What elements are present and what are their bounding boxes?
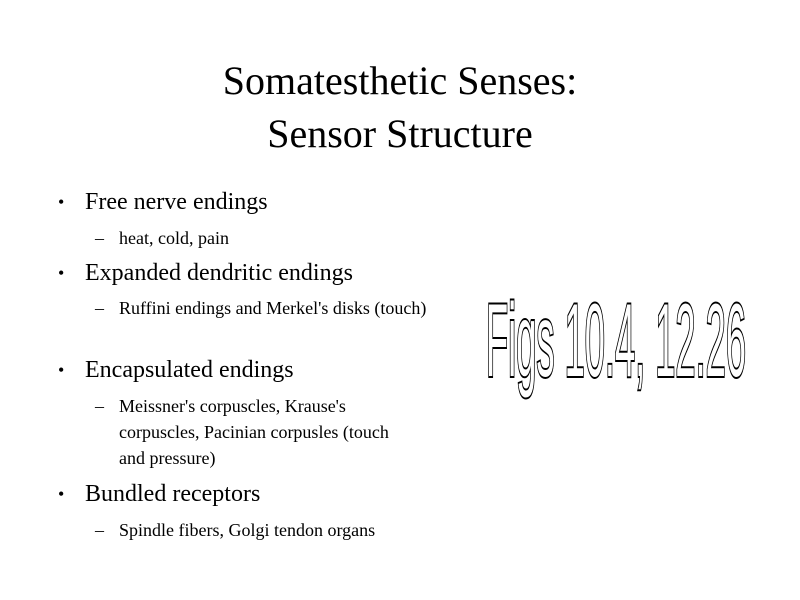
bullet-dot: • (58, 263, 65, 283)
bullet-label: Free nerve endings (85, 189, 268, 215)
sub-bullet-label: Spindle fibers, Golgi tendon organs (119, 520, 376, 540)
title-line-2: Sensor Structure (267, 111, 533, 156)
bullet-dot: • (58, 192, 65, 212)
sub-bullet-dash: – (95, 396, 104, 416)
bullet-label: Bundled receptors (85, 481, 261, 507)
sub-bullet-item (95, 393, 411, 471)
bullet-label: Encapsulated endings (85, 357, 294, 383)
bullet-label: Expanded dendritic endings (85, 260, 353, 286)
figs-reference-text: Figs 10.4, 12.26 (486, 284, 746, 399)
sub-bullet-dash: – (95, 228, 104, 248)
bullet-dot: • (58, 360, 65, 380)
sub-bullet-label: Ruffini endings and Merkel's disks (touch) (119, 298, 427, 318)
sub-bullet-item (95, 517, 455, 543)
sub-bullet-label: Meissner's corpuscles, Krause's corpuscles, Pacinian corpusles (touch and pressure) (119, 396, 389, 468)
sub-bullet-label: heat, cold, pain (119, 228, 229, 248)
sub-bullet-dash: – (95, 520, 104, 540)
sub-bullet-dash: – (95, 298, 104, 318)
sub-bullet-item (95, 295, 441, 321)
sub-bullet-item (95, 225, 455, 251)
bullet-dot: • (58, 484, 65, 504)
figs-reference-wordart (486, 284, 748, 410)
title-line-1: Somatesthetic Senses: (222, 58, 578, 103)
